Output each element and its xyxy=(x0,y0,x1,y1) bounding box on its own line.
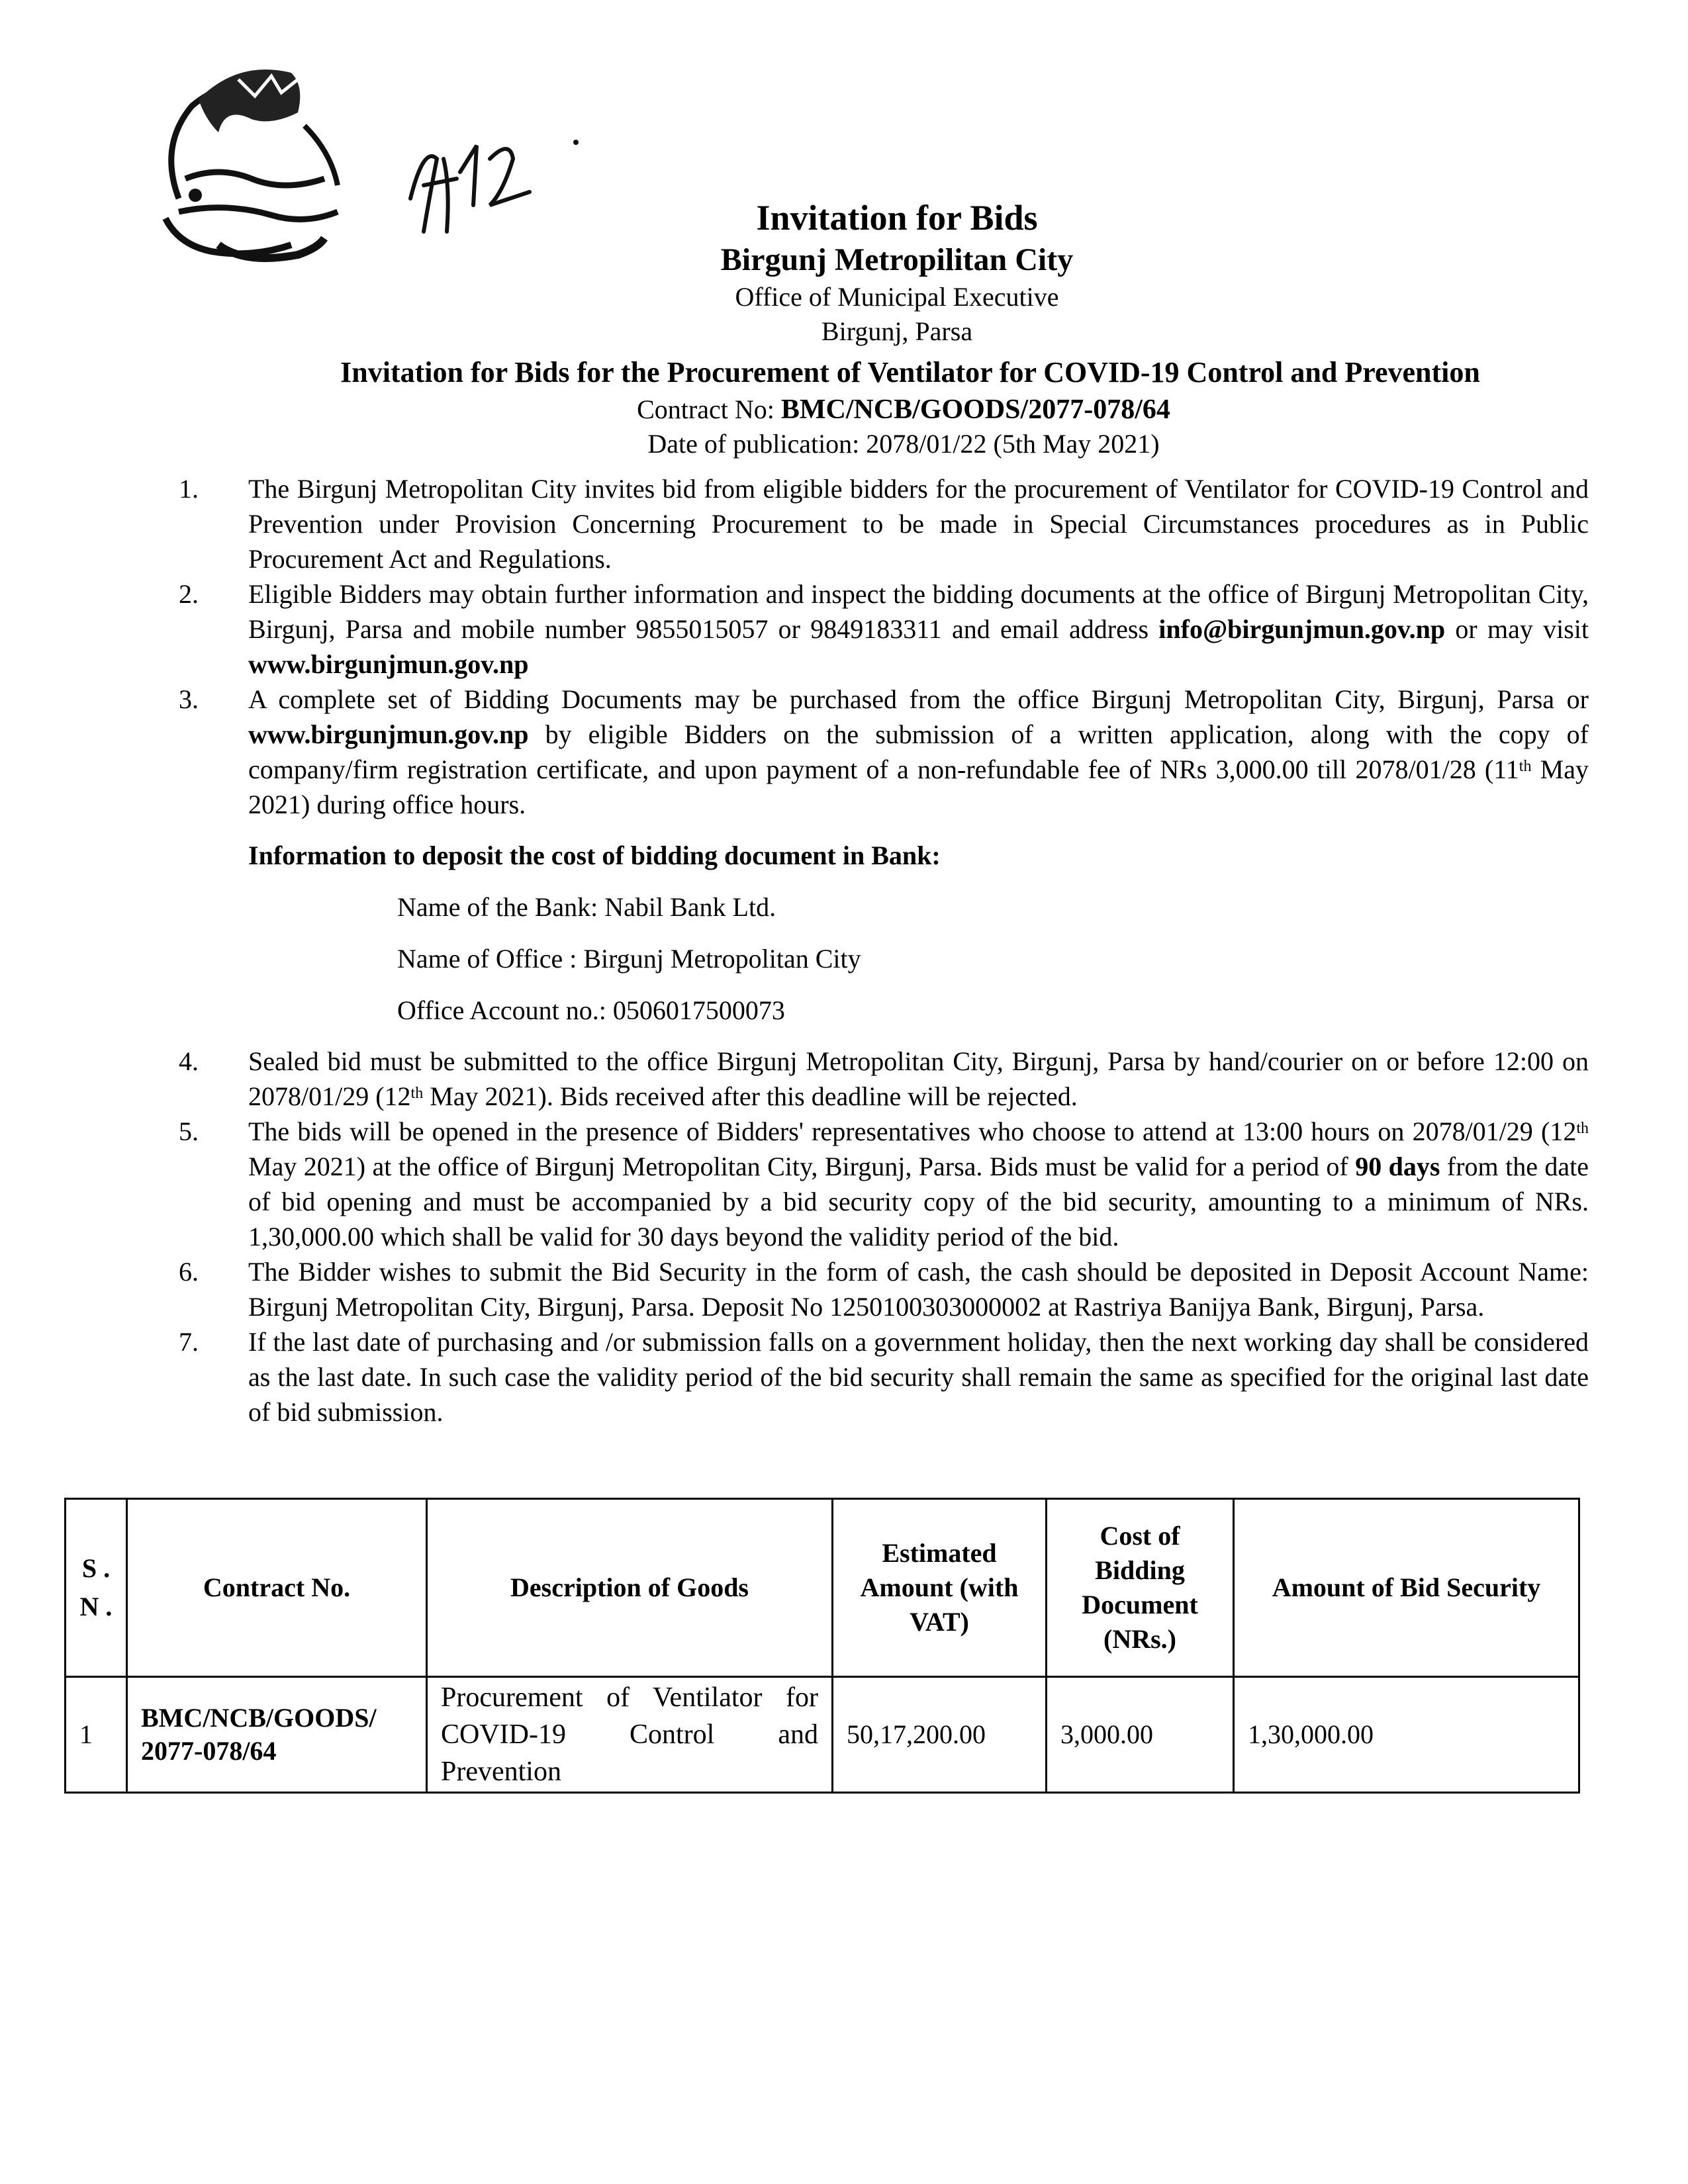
notice-body xyxy=(179,471,1589,1430)
cell-estimated-amount: 50,17,200.00 xyxy=(833,1677,1047,1793)
cell-bid-security: 1,30,000.00 xyxy=(1234,1677,1579,1793)
clause-number: 7. xyxy=(179,1327,199,1357)
clause-2 xyxy=(179,576,1589,682)
bank-account: Office Account no.: 0506017500073 xyxy=(397,995,785,1025)
office-name: Office of Municipal Executive xyxy=(735,282,1059,312)
header-sn: S . N . xyxy=(66,1499,127,1677)
validity-period: 90 days xyxy=(1355,1152,1440,1181)
clause-text: The Birgunj Metropolitan City invites bid from eligible bidders for the procurement of Ventilator for COVID-19 Control and Prevention under Provision Concerning Procurement to be made in Special Circumstances procedures as in Public Procurement Act and Regulations. xyxy=(248,474,1589,574)
clause-number: 1. xyxy=(179,474,199,504)
header-bid-security: Amount of Bid Security xyxy=(1234,1499,1579,1677)
contract-number: BMC/NCB/GOODS/2077-078/64 xyxy=(780,394,1170,425)
header-estimated-amount: Estimated Amount (with VAT) xyxy=(833,1499,1047,1677)
clause-1 xyxy=(179,471,1589,576)
ordinal-suffix: th xyxy=(410,1085,424,1102)
bank-info-heading: Information to deposit the cost of bidding document in Bank: xyxy=(248,841,941,870)
cell-contract-no: BMC/NCB/GOODS/ 2077-078/64 xyxy=(127,1677,427,1793)
email-address: info@birgunjmun.gov.np xyxy=(1158,614,1446,644)
clause-number: 5. xyxy=(179,1116,199,1146)
clause-number: 6. xyxy=(179,1257,199,1287)
clause-7 xyxy=(179,1324,1589,1430)
clause-text: from the date of bid opening and must be accompanied by a bid security copy of the bid security, amounting to a minimum of NRs. 1,30,000.00 which shall be valid for 30 days beyond the validity period of the bid. xyxy=(248,1152,1589,1251)
publication-date: Date of publication: 2078/01/22 (5th May 2021) xyxy=(647,429,1160,459)
bid-details-table xyxy=(64,1498,1580,1794)
table-row xyxy=(66,1677,1579,1793)
clause-text: If the last date of purchasing and /or submission falls on a government holiday, then the next working day shall be considered as the last date. In such case the validity period of the bid security shall remain the same as specified for the original last date of bid submission. xyxy=(248,1327,1589,1427)
clause-text: by eligible Bidders on the submission of a written application, along with the copy of company/firm registration certificate, and upon payment of a non-refundable fee of NRs 3,000.00 till 2078/01/28 (11 xyxy=(248,719,1589,784)
clause-text: May 2021) during office hours. xyxy=(248,754,1589,819)
clause-text: Eligible Bidders may obtain further information and inspect the bidding documents at the office of Birgunj Metropolitan City, Birgunj, Parsa and mobile number 9855015057 or 9849183311 and email address xyxy=(248,579,1589,644)
ordinal-suffix: th xyxy=(1519,758,1532,775)
clause-number: 4. xyxy=(179,1046,199,1076)
clause-number: 2. xyxy=(179,579,199,609)
bank-office: Name of Office : Birgunj Metropolitan City xyxy=(397,944,861,974)
notice-subject: Invitation for Bids for the Procurement of Ventilator for COVID-19 Control and Prevention xyxy=(340,356,1480,388)
clause-6 xyxy=(179,1254,1589,1324)
website-link: www.birgunjmun.gov.np xyxy=(248,719,529,749)
contract-line xyxy=(119,392,1688,427)
contract-label: Contract No: xyxy=(637,394,781,424)
clause-3 xyxy=(179,682,1589,822)
clause-5 xyxy=(179,1114,1589,1254)
bank-name: Name of the Bank: Nabil Bank Ltd. xyxy=(397,892,776,922)
clause-text: or may visit xyxy=(1445,614,1589,644)
cell-sn: 1 xyxy=(66,1677,127,1793)
clause-number: 3. xyxy=(179,684,199,714)
header-description: Description of Goods xyxy=(427,1499,833,1677)
table-header-row xyxy=(66,1499,1579,1677)
clause-text: The Bidder wishes to submit the Bid Security in the form of cash, the cash should be deposited in Deposit Account Name: Birgunj Metropolitan City, Birgunj, Parsa. Deposit No 1250100303000002 at Rastriya Banijya Bank, Birgunj, Parsa. xyxy=(248,1257,1589,1322)
notice-header xyxy=(0,195,1688,461)
clause-text: A complete set of Bidding Documents may be purchased from the office Birgunj Metropolitan City, Birgunj, Parsa or xyxy=(248,684,1589,714)
notice-title: Invitation for Bids xyxy=(756,198,1038,238)
website-link: www.birgunjmun.gov.np xyxy=(248,649,529,679)
clause-text: Sealed bid must be submitted to the office Birgunj Metropolitan City, Birgunj, Parsa by hand/courier on or before 12:00 on 2078/01/29 (12 xyxy=(248,1046,1589,1111)
clause-4 xyxy=(179,1044,1589,1114)
header-contract-no: Contract No. xyxy=(127,1499,427,1677)
cell-document-cost: 3,000.00 xyxy=(1047,1677,1234,1793)
header-document-cost: Cost of Bidding Document (NRs.) xyxy=(1047,1499,1234,1677)
cell-description: Procurement of Ventilator for COVID-19 Control and Prevention xyxy=(427,1677,833,1793)
office-location: Birgunj, Parsa xyxy=(821,316,973,346)
organization-name: Birgunj Metropilitan City xyxy=(720,242,1074,277)
clause-text: May 2021). Bids received after this deadline will be rejected. xyxy=(423,1081,1078,1111)
clause-text: May 2021) at the office of Birgunj Metropolitan City, Birgunj, Parsa. Bids must be valid for a period of xyxy=(248,1152,1356,1181)
ordinal-suffix: th xyxy=(1576,1120,1589,1137)
clause-text: The bids will be opened in the presence of Bidders' representatives who choose to attend at 13:00 hours on 2078/01/29 (12 xyxy=(248,1116,1577,1146)
